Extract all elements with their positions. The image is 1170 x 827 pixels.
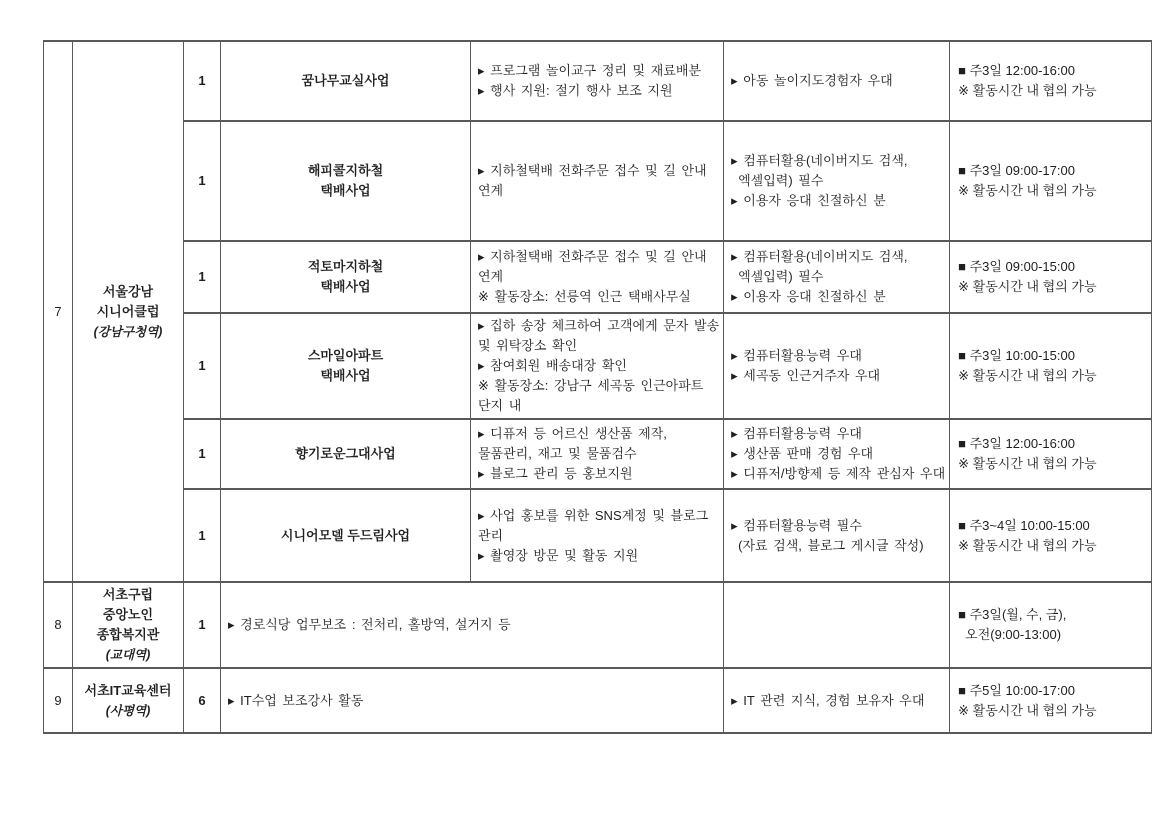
organization-name-line: 종합복지관: [96, 627, 160, 642]
desc-line: 단지 내: [478, 398, 522, 413]
project-name: 택배사업: [320, 368, 371, 383]
schedule-cell: [950, 241, 1152, 313]
sched-line: ■ 주3일 09:00-15:00: [958, 259, 1075, 274]
desc-line: ▸ IT수업 보조강사 활동: [228, 692, 364, 708]
sched-line: ■ 주3~4일 10:00-15:00: [958, 517, 1090, 533]
organization-cell: [73, 41, 184, 582]
desc-line: ▸ 촬영장 방문 및 활동 지원: [478, 547, 639, 563]
schedule-cell: [950, 313, 1152, 419]
desc-line: ▸ 블로그 관리 등 홍보지원: [478, 466, 633, 481]
description-cell: [471, 313, 724, 419]
description-cell: [471, 121, 724, 241]
desc-line: ▸ 참여회원 배송대장 확인: [478, 358, 627, 373]
desc-line: ※ 활동장소: 강남구 세곡동 인근아파트: [478, 378, 704, 393]
project-name: 스마일아파트: [307, 348, 384, 363]
row-number: 7: [44, 41, 73, 582]
desc-line: ▸ 사업 홍보를 위한 SNS계정 및 블로그: [478, 507, 709, 523]
req-line: ▸ 컴퓨터활용(네이버지도 검색,: [731, 249, 908, 264]
project-name: 적토마지하철: [307, 259, 384, 274]
organization-name-line: 서초IT교육센터: [84, 682, 172, 698]
req-line: ▸ 컴퓨터활용능력 우대: [731, 348, 862, 363]
description-cell: [471, 241, 724, 313]
req-line: ▸ 생산품 판매 경험 우대: [731, 446, 874, 461]
requirements-cell: [724, 489, 950, 582]
description-cell: [471, 419, 724, 489]
project-name-cell: [221, 121, 471, 241]
organization-name-line: 서초구립: [102, 587, 154, 602]
schedule-cell: [950, 668, 1152, 733]
organization-cell: [73, 582, 184, 668]
sched-line: ※ 활동시간 내 협의 가능: [958, 456, 1097, 471]
req-line: 엑셀입력) 필수: [738, 173, 824, 188]
schedule-cell: [950, 489, 1152, 582]
project-name: 택배사업: [320, 183, 371, 198]
station-name: (교대역): [105, 648, 151, 662]
req-line: ▸ 컴퓨터활용능력 필수: [731, 517, 862, 533]
station-name: (사평역): [105, 703, 151, 718]
desc-line: ▸ 지하철택배 전화주문 접수 및 길 안내: [478, 163, 707, 178]
project-name-cell: [221, 489, 471, 582]
project-name: 향기로운그대사업: [295, 446, 396, 461]
requirements-cell: [724, 419, 950, 489]
desc-line: ※ 활동장소: 선릉역 인근 택배사무실: [478, 289, 691, 304]
desc-line: ▸ 집하 송장 체크하여 고객에게 문자 발송: [478, 318, 720, 333]
project-name-cell: [221, 41, 471, 121]
project-name: 택배사업: [320, 279, 371, 294]
requirements-cell: [724, 668, 950, 733]
description-cell: [221, 582, 724, 668]
sched-line: ■ 주3일(월, 수, 금),: [958, 607, 1067, 622]
organization-name-line: 중앙노인: [102, 607, 154, 622]
req-line: ▸ 컴퓨터활용(네이버지도 검색,: [731, 153, 908, 168]
sched-line: ■ 주3일 09:00-17:00: [958, 163, 1075, 178]
volunteer-jobs-table: [43, 40, 1152, 734]
station-name: (강남구청역): [93, 324, 163, 339]
req-line: ▸ 아동 놀이지도경험자 우대: [731, 73, 893, 88]
sched-line: ■ 주3일 10:00-15:00: [958, 348, 1075, 363]
desc-line: ▸ 행사 지원: 절기 행사 보조 지원: [478, 83, 673, 98]
requirements-cell: [724, 241, 950, 313]
desc-line: 물품관리, 재고 및 물품검수: [478, 446, 637, 461]
headcount-cell: 1: [184, 419, 221, 489]
schedule-cell: [950, 419, 1152, 489]
schedule-cell: [950, 582, 1152, 668]
sched-line: ※ 활동시간 내 협의 가능: [958, 368, 1097, 383]
sched-line: ■ 주3일 12:00-16:00: [958, 436, 1075, 451]
organization-name-line: 서울강남: [102, 283, 154, 299]
project-name: 해피콜지하철: [307, 163, 384, 178]
organization-name-line: 시니어클럽: [96, 303, 160, 319]
requirements-cell: [724, 313, 950, 419]
project-name-cell: [221, 241, 471, 313]
req-line: (자료 검색, 블로그 게시글 작성): [738, 537, 924, 553]
description-cell: [471, 489, 724, 582]
desc-line: ▸ 경로식당 업무보조 : 전처리, 홀방역, 설거지 등: [228, 617, 511, 632]
headcount-cell: 1: [184, 582, 221, 668]
sched-line: ※ 활동시간 내 협의 가능: [958, 279, 1097, 294]
req-line: ▸ 세곡동 인근거주자 우대: [731, 368, 881, 383]
headcount-cell: 1: [184, 41, 221, 121]
project-name: 시니어모델 두드림사업: [280, 527, 411, 543]
req-line: 엑셀입력) 필수: [738, 269, 824, 284]
project-name: 꿈나무교실사업: [301, 73, 390, 88]
sched-line: ※ 활동시간 내 협의 가능: [958, 83, 1097, 98]
row-number: 8: [44, 582, 73, 668]
requirements-cell: [724, 121, 950, 241]
desc-line: ▸ 디퓨저 등 어르신 생산품 제작,: [478, 426, 667, 441]
req-line: ▸ 이용자 응대 친절하신 분: [731, 289, 886, 304]
sched-line: 오전(9:00-13:00): [965, 627, 1062, 642]
requirements-cell: [724, 41, 950, 121]
desc-line: 관리: [478, 527, 504, 543]
sched-line: ※ 활동시간 내 협의 가능: [958, 537, 1097, 553]
schedule-cell: [950, 41, 1152, 121]
row-number: 9: [44, 668, 73, 733]
description-cell: [221, 668, 724, 733]
schedule-cell: [950, 121, 1152, 241]
project-name-cell: [221, 419, 471, 489]
headcount-cell: 1: [184, 489, 221, 582]
headcount-cell: 1: [184, 121, 221, 241]
desc-line: ▸ 프로그램 놀이교구 정리 및 재료배분: [478, 63, 701, 78]
description-cell: [471, 41, 724, 121]
req-line: ▸ 디퓨저/방향제 등 제작 관심자 우대: [731, 466, 946, 481]
desc-line: 연계: [478, 183, 504, 198]
project-name-cell: [221, 313, 471, 419]
desc-line: ▸ 지하철택배 전화주문 접수 및 길 안내: [478, 249, 707, 264]
requirements-cell: [724, 582, 950, 668]
req-line: ▸ 컴퓨터활용능력 우대: [731, 426, 862, 441]
organization-cell: [73, 668, 184, 733]
headcount-cell: 6: [184, 668, 221, 733]
req-line: ▸ IT 관련 지식, 경험 보유자 우대: [731, 692, 925, 708]
sched-line: ■ 주5일 10:00-17:00: [958, 682, 1075, 698]
sched-line: ※ 활동시간 내 협의 가능: [958, 183, 1097, 198]
req-line: ▸ 이용자 응대 친절하신 분: [731, 193, 886, 208]
desc-line: 연계: [478, 269, 504, 284]
headcount-cell: 1: [184, 313, 221, 419]
headcount-cell: 1: [184, 241, 221, 313]
desc-line: 및 위탁장소 확인: [478, 338, 578, 353]
sched-line: ■ 주3일 12:00-16:00: [958, 63, 1075, 78]
sched-line: ※ 활동시간 내 협의 가능: [958, 702, 1097, 718]
